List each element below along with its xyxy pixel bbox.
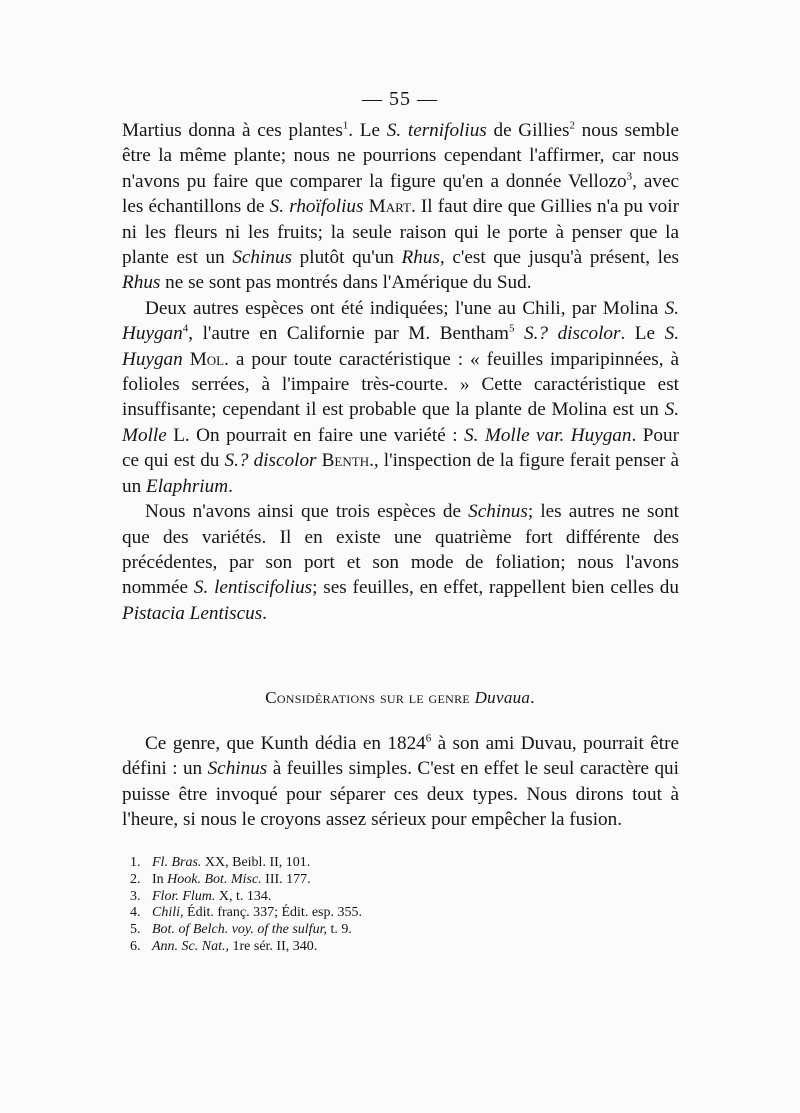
footnote-6 bbox=[130, 939, 530, 956]
footnote-5 bbox=[130, 922, 530, 939]
taxon-name: S. Molle bbox=[122, 399, 679, 446]
footnote-rest: X, t. 134. bbox=[215, 888, 272, 904]
text-run: ; ses feuilles, en effet, rappellent bien celles du bbox=[312, 577, 679, 599]
text-run: . bbox=[228, 475, 233, 497]
taxon-name: S. Molle var. Huygan bbox=[464, 424, 632, 446]
taxon-name: Schinus bbox=[232, 247, 293, 269]
text-run: , c'est que jusqu'à présent, les bbox=[439, 247, 679, 269]
section-heading bbox=[0, 688, 800, 708]
taxon-name: Elaphrium bbox=[145, 475, 229, 497]
footnote-number: 6. bbox=[130, 938, 141, 954]
heading-punct: . bbox=[530, 688, 535, 707]
footnote-ref: 3 bbox=[626, 170, 633, 183]
author-abbrev: Mart bbox=[363, 196, 411, 218]
footnote-title: Bot. of Belch. voy. of the sulfur, bbox=[152, 922, 327, 938]
footnote-title: Ann. Sc. Nat., bbox=[152, 938, 229, 954]
text-run: Martius donna à ces plantes bbox=[122, 120, 343, 141]
footnote-ref: 1 bbox=[342, 119, 349, 132]
footnote-ref: 5 bbox=[509, 322, 515, 335]
footnote-3 bbox=[130, 889, 530, 906]
text-run: Nous n'avons ainsi que trois espèces de bbox=[145, 501, 469, 523]
paragraph-3 bbox=[122, 499, 679, 626]
main-text bbox=[122, 118, 679, 626]
footnote-1 bbox=[130, 855, 530, 872]
text-run: . Pour ce qui est du bbox=[122, 424, 679, 472]
paragraph-4 bbox=[122, 731, 679, 833]
paragraph-2 bbox=[122, 296, 679, 499]
text-run: . a pour toute caractéristique : « feuilles imparipinnées, à folioles serrées, à l'impaire très-courte. » Cette caractéristique est insuffisante; cependant il est probable que la plante de Molina est un bbox=[122, 348, 680, 421]
text-run: . Le bbox=[620, 323, 665, 345]
footnote-title: Chili, bbox=[152, 905, 184, 921]
text-run: ne se sont pas montrés dans l'Amérique du Sud. bbox=[160, 272, 532, 294]
taxon-name: S. rhoïfolius bbox=[269, 196, 364, 218]
text-run: , avec les échantillons de bbox=[122, 170, 679, 218]
footnote-title: Flor. Flum. bbox=[152, 888, 216, 904]
footnote-4 bbox=[130, 905, 530, 922]
footnote-number: 3. bbox=[130, 888, 141, 904]
footnote-number: 2. bbox=[130, 871, 141, 887]
text-run: Ce genre, que Kunth dédia en 1824 bbox=[145, 733, 426, 754]
heading-text: Considérations sur le genre bbox=[265, 688, 475, 707]
taxon-name: S.? discolor bbox=[514, 323, 621, 345]
footnote-rest: III. 177. bbox=[261, 871, 311, 887]
text-run: nous semble être la même plante; nous ne pourrions cependant l'affirmer, car nous n'avons pu faire que comparer la figure qu'en a donnée Vellozo bbox=[122, 120, 679, 192]
text-run: plutôt qu'un bbox=[292, 247, 402, 269]
author-abbrev: Mol bbox=[182, 348, 225, 370]
paragraph-1 bbox=[122, 118, 679, 296]
taxon-name: S.? discolor bbox=[224, 450, 317, 472]
footnotes bbox=[130, 855, 530, 956]
footnote-2 bbox=[130, 872, 530, 889]
page-number: — 55 — bbox=[362, 88, 438, 110]
footnote-number: 4. bbox=[130, 905, 141, 921]
text-run: ; les autres ne sont que des variétés. Il en existe une quatrième fort différente des précédentes, par son port et son mode de foliation; nous l'avons nommée bbox=[122, 501, 679, 599]
footnote-number: 5. bbox=[130, 922, 141, 938]
footnote-number: 1. bbox=[130, 855, 141, 870]
footnote-ref: 2 bbox=[569, 119, 575, 132]
text-run: à son ami Duvau, pourrait être défini : un bbox=[122, 733, 679, 780]
taxon-name: Rhus bbox=[122, 272, 161, 294]
text-run: , l'autre en Californie par M. Bentham bbox=[188, 323, 509, 345]
footnote-title: Fl. Bras. bbox=[152, 855, 202, 870]
section-text bbox=[122, 731, 679, 833]
footnote-ref: 4 bbox=[182, 322, 189, 335]
text-run: . Il faut dire que Gillies n'a pu voir ni les fleurs ni les fruits; la seule raison qui le porte à penser que la plante est un bbox=[122, 196, 679, 269]
footnote-pre: In bbox=[152, 871, 168, 887]
footnote-title: Hook. Bot. Misc. bbox=[167, 871, 262, 887]
text-run: Deux autres espèces ont été indiquées; l'une au Chili, par Molina bbox=[145, 297, 665, 319]
text-run: de Gillies bbox=[486, 120, 570, 141]
taxon-name: S. Huygan bbox=[122, 297, 679, 345]
text-run: L. On pourrait en faire une variété : bbox=[166, 424, 464, 446]
author-abbrev: Benth bbox=[316, 450, 370, 472]
footnote-rest: t. 9. bbox=[326, 922, 352, 938]
taxon-name: S. ternifolius bbox=[386, 120, 487, 141]
text-run: à feuilles simples. C'est en effet le seul caractère qui puisse être invoqué pour séparer ces deux types. Nous dirons tout à l'heure, si nous le croyons assez sérieux pour empêcher la fusion. bbox=[122, 758, 679, 831]
footnote-ref: 6 bbox=[425, 732, 432, 745]
heading-genus: Duvaua bbox=[474, 688, 531, 707]
footnote-rest: Édit. franç. 337; Édit. esp. 355. bbox=[183, 905, 362, 921]
text-run: . bbox=[262, 602, 267, 624]
taxon-name: S. lentiscifolius bbox=[193, 577, 313, 599]
text-run: . Le bbox=[348, 120, 387, 141]
taxon-name: Pistacia Lentiscus bbox=[122, 602, 263, 624]
taxon-name: Rhus bbox=[401, 247, 440, 269]
taxon-name: Schinus bbox=[468, 501, 528, 523]
taxon-name: S. Huygan bbox=[122, 323, 679, 370]
footnote-rest: XX, Beibl. II, 101. bbox=[201, 855, 311, 870]
taxon-name: Schinus bbox=[207, 758, 268, 780]
footnote-rest: 1re sér. II, 340. bbox=[229, 938, 318, 954]
text-run: ., l'inspection de la figure ferait penser à un bbox=[122, 450, 679, 497]
